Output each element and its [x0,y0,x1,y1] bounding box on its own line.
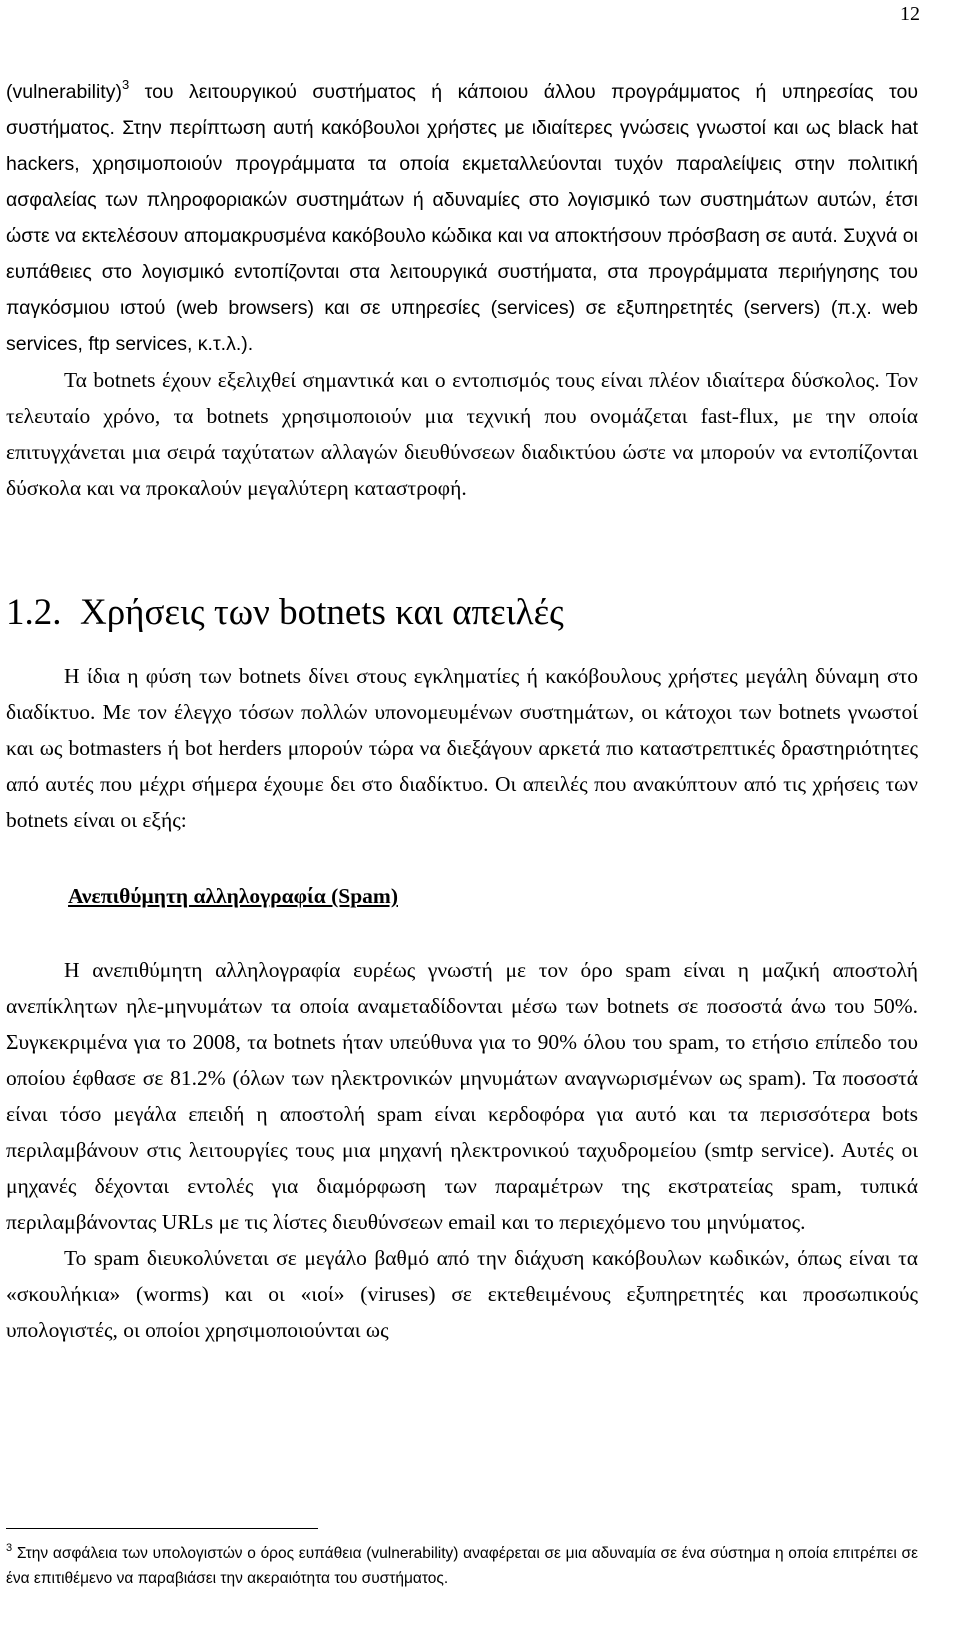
footnote-divider [6,1528,318,1529]
paragraph-spam-definition: Η ανεπιθύμητη αλληλογραφία ευρέως γνωστή με τον όρο spam είναι η μαζική αποστολή ανεπίκλητων ηλε-μηνυμάτων τα οποία αναμεταδίδονται μέσω των botnets σε ποσοστά άνω του 50%. Συγκεκριμένα για το 2008, τα botnets ήταν υπεύθυνα για το 90% όλου του spam, το ετήσιο επίπεδο του οποίου έφθασε σε 81.2% (όλων των ηλεκτρονικών μηνυμάτων αναγνωρισμένων ως spam). Τα ποσοστά είναι τόσο μεγάλα επειδή η αποστολή spam είναι κερδοφόρα για αυτό και τα περισσότερα bots περιλαμβάνουν στις λειτουργίες τους μια μηχανή ηλεκτρονικού ταχυδρομείου (smtp service). Αυτές οι μηχανές δέχονται εντολές για διαμόρφωση των παραμέτρων της εκστρατείας spam, τυπικά περιλαμβάνοντας URLs με τις λίστες διευθύνσεων email και το περιεχόμενο του μηνύματος. [6,958,918,1234]
footnote-marker: 3 [6,1542,13,1554]
footnote-text: Στην ασφάλεια των υπολογιστών ο όρος ευπάθεια (vulnerability) αναφέρεται σε μια αδυναμία σε ένα σύστημα η οποία επιτρέπει σε ένα επιτιθέμενο να παραβιάσει την ακεραιότητα του συστήματος. [6,1545,918,1587]
paragraph-section-intro: Η ίδια η φύση των botnets δίνει στους εγκληματίες ή κακόβουλους χρήστες μεγάλη δύναμη στο διαδίκτυο. Με τον έλεγχο τόσων πολλών υπονομευμένων συστημάτων, οι κάτοχοι των botnets γνωστοί και ως botmasters ή bot herders μπορούν τώρα να διεξάγουν αρκετά πιο καταστρεπτικές δραστηριότητες από αυτές που μέχρι σήμερα έχουμε δει στο διαδίκτυο. Οι απειλές που ανακύπτουν από τις χρήσεις των botnets είναι οι εξής: [6,664,918,832]
subsection-heading: Ανεπιθύμητη αλληλογραφία (Spam) [68,884,398,908]
main-content [6,74,918,1348]
footnote [6,1541,918,1591]
paragraph-text: του λειτουργικού συστήματος ή κάποιου άλλου προγράμματος ή υπηρεσίας του συστήματος. Στην περίπτωση αυτή κακόβουλοι χρήστες με ιδιαίτερες γνώσεις γνωστοί και ως black hat hackers, χρησιμοποιούν προγράμματα τα οποία εκμεταλλεύονται τυχόν παραλείψεις στην πολιτική ασφαλείας των πληροφοριακών συστημάτων ή αδυναμίες στο λογισμικό των συστημάτων αυτών, έτσι ώστε να εκτελέσουν απομακρυσμένα κακόβουλο κώδικα και να αποκτήσουν πρόσβαση σε αυτά. Συχνά οι ευπάθειες στο λογισμικό εντοπίζονται στα λειτουργικά συστήματα, στα προγράμματα περιήγησης του παγκόσμιου ιστού (web browsers) και σε υπηρεσίες (services) σε εξυπηρετητές (servers) (π.χ. web services, ftp services, κ.τ.λ.). [6,81,918,355]
paragraph-botnets-evolution: Τα botnets έχουν εξελιχθεί σημαντικά και ο εντοπισμός τους είναι πλέον ιδιαίτερα δύσκολος. Τον τελευταίο χρόνο, τα botnets χρησιμοποιούν μια τεχνική που ονομάζεται fast-flux, με την οποία επιτυγχάνεται μια σειρά ταχύτατων αλλαγών διευθύνσεων διαδικτύου ώστε να μπορούν να εντοπίζονται δύσκολα και να προκαλούν μεγαλύτερη καταστροφή. [6,368,918,500]
paragraph-lead: (vulnerability) [6,81,122,103]
paragraph-vulnerability [6,74,918,362]
paragraph-spam-diffusion: Το spam διευκολύνεται σε μεγάλο βαθμό από την διάχυση κακόβουλων κωδικών, όπως είναι τα «σκουλήκια» (worms) και οι «ιοί» (viruses) σε εκτεθειμένους εξυπηρετητές και προσωπικούς υπολογιστές, οι οποίοι χρησιμοποιούνται ως [6,1246,918,1342]
section-heading [6,588,918,638]
section-title: Χρήσεις των botnets και απειλές [80,592,564,633]
section-number: 1.2. [6,592,62,633]
footnote-reference: 3 [121,77,130,92]
page-number: 12 [900,3,920,25]
